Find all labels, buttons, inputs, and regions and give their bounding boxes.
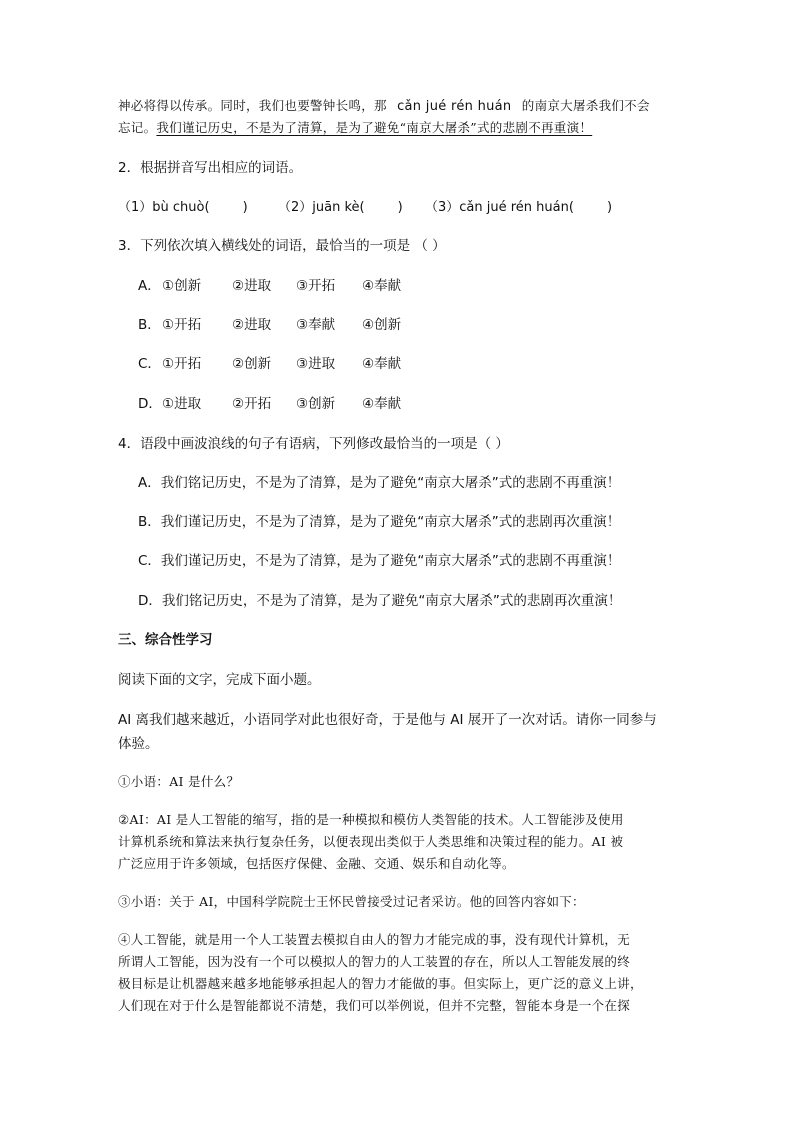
section-heading: 三、综合性学习 <box>118 632 213 648</box>
passage-line-2 <box>118 118 592 138</box>
q4-option-b[interactable]: B．我们谨记历史，不是为了清算，是为了避免“南京大屠杀”式的悲剧再次重演！ <box>138 514 621 530</box>
answer-blank[interactable]: ( ) <box>359 200 403 215</box>
dialogue-paragraph-4-line-2: 所谓人工智能，因为没有一个可以模拟人的智力的人工装置的存在，所以人工智能发展的终 <box>118 954 631 969</box>
dialogue-paragraph-4-line-1: ④人工智能，就是用一个人工装置去模拟自由人的智力才能完成的事，没有现代计算机，无 <box>118 932 631 947</box>
dialogue-paragraph-2-line-2: 计算机系统和算法来执行复杂任务，以便表现出类似于人类思维和决策过程的能力。AI 被 <box>118 834 624 849</box>
dialogue-paragraph-4-line-3: 极目标是让机器越来越多地能够承担起人的智力才能做的事。但实际上，更广泛的意义上讲， <box>118 976 643 991</box>
passage-line-1 <box>118 96 650 117</box>
intro-line-1: AI 离我们越来越近，小语同学对此也很好奇，于是他与 AI 展开了一次对话。请你一同参与 <box>118 712 657 728</box>
question-2-items <box>118 198 612 218</box>
answer-blank[interactable]: ( ) <box>204 200 248 215</box>
dialogue-paragraph-2-line-1: ②AI：AI 是人工智能的缩写，指的是一种模拟和模仿人类智能的技术。人工智能涉及使用 <box>118 812 624 827</box>
q2-item-1: （1）bù chuò( ) <box>118 200 252 215</box>
passage-text: 神必将得以传承。同时，我们也要警钟长鸣，那 <box>118 98 387 113</box>
passage-pinyin: cǎn jué rén huán <box>397 99 512 114</box>
q2-item-3: （3）cǎn jué rén huán( ) <box>425 200 612 215</box>
passage-text: 的南京大屠杀我们不会 <box>521 98 650 113</box>
question-3-stem: 3．下列依次填入横线处的词语，最恰当的一项是 （ ） <box>118 238 446 254</box>
wavy-underlined-sentence: 我们谨记历史，不是为了清算，是为了避免“南京大屠杀”式的悲剧不再重演！ <box>156 120 593 135</box>
passage-text: 忘记。 <box>118 120 157 135</box>
dialogue-paragraph-4-line-4: 人们现在对于什么是智能都说不清楚，我们可以举例说，但并不完整，智能本身是一个在探 <box>118 998 631 1013</box>
intro-line-2: 体验。 <box>118 736 159 752</box>
q4-option-a[interactable]: A．我们铭记历史，不是为了清算，是为了避免“南京大屠杀”式的悲剧不再重演！ <box>138 475 621 491</box>
answer-blank[interactable]: ( ) <box>568 200 613 215</box>
dialogue-paragraph-3: ③小语：关于 AI，中国科学院院士王怀民曾接受过记者采访。他的回答内容如下： <box>118 894 585 909</box>
section-instruction: 阅读下面的文字，完成下面小题。 <box>118 672 321 688</box>
exam-page: 神必将得以传承。同时，我们也要警钟长鸣，那 cǎn jué rén huán 的南京大屠杀我们不会 忘记。我们谨记历史，不是为了清算，是为了避免“南京大屠杀”式的悲剧不再重演！ 2．根据拼音写出相应的词语。 （1）bù chuò( ) （2）juān kè( ) （3）cǎn jué rén huán( ) 3．下列依次填入横线处的词语，最恰当的一项是 （ ） A． ①创新 ②进取 ③开拓 ④奉献 B． ①开拓 ②进取 ③奉献 ④创新 C． ①开拓 ②创新 ③进取 ④奉献 D． ①进取 ②开拓 ③创新 ④奉献 4．语段中画波浪线的句子有语病，下列修改最恰当的一项是（ ） A．我们铭记历史，不是为了清算，是为了避免“南京大屠杀”式的悲剧不再重演！ B．我们谨记历史，不是为了清算，是为了避免“南京大屠杀”式的悲剧再次重演！ C．我们谨记历史，不是为了清算，是为了避免“南京大屠杀”式的悲剧不再重演！ D．我们铭记历史，不是为了清算，是为了避免“南京大屠杀”式的悲剧再次重演！ 三、综合性学习 阅读下面的文字，完成下面小题。 AI 离我们越来越近，小语同学对此也很好奇，于是他与 AI 展开了一次对话。请你一同参与 体验。 ①小语：AI 是什么？ ②AI：AI 是人工智能的缩写，指的是一种模拟和模仿人类智能的技术。人工智能涉及使用 计算机系统和算法来执行复杂任务，以便表现出类似于人类思维和决策过程的能力。AI 被 广泛应用于许多领域，包括医疗保健、金融、交通、娱乐和自动化等。 ③小语：关于 AI，中国科学院院士王怀民曾接受过记者采访。他的回答内容如下： ④人工智能，就是用一个人工装置去模拟自由人的智力才能完成的事，没有现代计算机，无 所谓人工智能，因为没有一个可以模拟人的智力的人工装置的存在，所以人工智能发展的终 极目标是让机器越来越多地能够承担起人的智力才能做的事。但实际上，更广泛的意义上讲， 人们现在对于什么是智能都说不清楚，我们可以举例说，但并不完整，智能本身是一个在探 <box>0 0 794 1123</box>
q2-item-2: （2）juān kè( ) <box>278 200 407 215</box>
q4-option-c[interactable]: C．我们谨记历史，不是为了清算，是为了避免“南京大屠杀”式的悲剧不再重演！ <box>138 553 621 569</box>
dialogue-paragraph-1: ①小语：AI 是什么？ <box>118 774 240 789</box>
question-4-stem: 4．语段中画波浪线的句子有语病，下列修改最恰当的一项是（ ） <box>118 436 509 452</box>
question-2-stem: 2．根据拼音写出相应的词语。 <box>118 160 303 176</box>
q4-option-d[interactable]: D．我们铭记历史，不是为了清算，是为了避免“南京大屠杀”式的悲剧再次重演！ <box>138 593 622 609</box>
dialogue-paragraph-2-line-3: 广泛应用于许多领域，包括医疗保健、金融、交通、娱乐和自动化等。 <box>118 856 515 871</box>
